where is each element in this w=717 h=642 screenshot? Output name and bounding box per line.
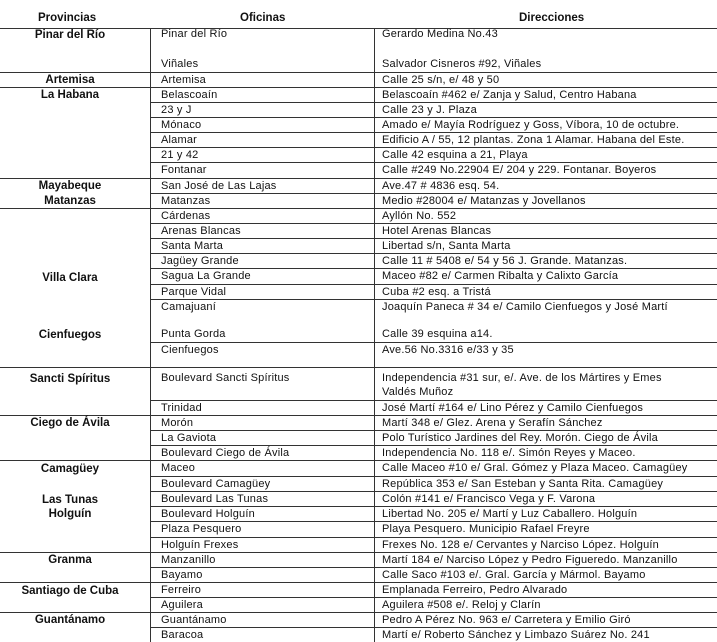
office-address: Aguilera #508 e/. Reloj y Clarín: [382, 599, 541, 611]
office-address: Independencia #31 sur, e/. Ave. de los Mártires y Emes: [382, 372, 662, 384]
header-direcciones: Direcciones: [519, 12, 585, 24]
group-divider: [0, 582, 717, 583]
office-name: Trinidad: [161, 402, 202, 414]
office-address: Calle 39 esquina a14.: [382, 328, 493, 340]
office-name: Bayamo: [161, 569, 203, 581]
province-name: La Habana: [40, 89, 100, 101]
office-address: Calle 42 esquina a 21, Playa: [382, 149, 528, 161]
office-address: Calle Maceo #10 e/ Gral. Gómez y Plaza Maceo. Camagüey: [382, 462, 688, 474]
row-divider: [150, 506, 717, 507]
header-oficinas: Oficinas: [240, 12, 286, 24]
office-address: República 353 e/ San Esteban y Santa Rita. Camagüey: [382, 478, 664, 490]
row-divider: [150, 162, 717, 163]
office-address: José Martí #164 e/ Lino Pérez y Camilo Cienfuegos: [382, 402, 644, 414]
province-name: Las Tunas: [41, 494, 99, 506]
province-name: Guantánamo: [34, 614, 106, 626]
province-name: Granma: [48, 554, 92, 566]
office-name: Cárdenas: [161, 210, 211, 222]
group-divider: [0, 460, 717, 461]
office-address: Gerardo Medina No.43: [382, 28, 498, 40]
office-address: Salvador Cisneros #92, Viñales: [382, 58, 542, 70]
office-name: Sagua La Grande: [161, 270, 251, 282]
province-name: Villa Clara: [42, 272, 98, 284]
column-divider: [150, 28, 151, 642]
office-name: Boulevard Camagüey: [161, 478, 271, 490]
row-divider: [150, 491, 717, 492]
group-divider: [0, 208, 717, 209]
row-divider: [150, 597, 717, 598]
office-name: Arenas Blancas: [161, 225, 241, 237]
office-name: Mónaco: [161, 119, 202, 131]
row-divider: [150, 132, 717, 133]
office-address: Calle 25 s/n, e/ 48 y 50: [382, 74, 500, 86]
office-name: Maceo: [161, 462, 196, 474]
office-address: Calle #249 No.22904 E/ 204 y 229. Fontanar. Boyeros: [382, 164, 657, 176]
office-name: La Gaviota: [161, 432, 217, 444]
office-name: Cienfuegos: [161, 344, 219, 356]
row-divider: [150, 342, 717, 343]
office-name: Parque Vidal: [161, 286, 227, 298]
office-name: Jagüey Grande: [161, 255, 239, 267]
province-name: Santiago de Cuba: [21, 585, 119, 597]
office-address: Libertad No. 205 e/ Martí y Luz Caballero. Holguín: [382, 508, 638, 520]
office-address: Libertad s/n, Santa Marta: [382, 240, 511, 252]
office-address: Frexes No. 128 e/ Cervantes y Narciso López. Holguín: [382, 539, 659, 551]
office-address: Valdés Muñoz: [382, 386, 454, 398]
office-name: Manzanillo: [161, 554, 216, 566]
office-name: Matanzas: [161, 195, 211, 207]
row-divider: [150, 430, 717, 431]
office-address: Martí 348 e/ Glez. Arena y Serafín Sánchez: [382, 417, 603, 429]
office-address: Playa Pesquero. Municipio Rafael Freyre: [382, 523, 590, 535]
province-name: Pinar del Río: [34, 29, 106, 41]
office-name: Pinar del Río: [161, 28, 228, 40]
row-divider: [150, 193, 717, 194]
office-name: 23 y J: [161, 104, 192, 116]
office-name: Holguín Frexes: [161, 539, 239, 551]
office-name: Viñales: [161, 58, 199, 70]
office-address: Polo Turístico Jardines del Rey. Morón. Ciego de Ávila: [382, 432, 658, 444]
province-name: Camagüey: [40, 463, 100, 475]
office-address: Joaquín Paneca # 34 e/ Camilo Cienfuegos y José Martí: [382, 301, 668, 313]
office-address: Martí 184 e/ Narciso López y Pedro Figueredo. Manzanillo: [382, 554, 678, 566]
office-name: Fontanar: [161, 164, 207, 176]
province-name: Sancti Spíritus: [29, 373, 111, 385]
column-divider: [374, 28, 375, 642]
office-name: Punta Gorda: [161, 328, 226, 340]
office-address: Calle 11 # 5408 e/ 54 y 56 J. Grande. Matanzas.: [382, 255, 628, 267]
office-address: Maceo #82 e/ Carmen Ribalta y Calixto García: [382, 270, 619, 282]
office-name: 21 y 42: [161, 149, 199, 161]
office-name: Artemisa: [161, 74, 206, 86]
office-address: Amado e/ Mayía Rodríguez y Goss, Víbora, 10 de octubre.: [382, 119, 680, 131]
office-name: Boulevard Las Tunas: [161, 493, 269, 505]
row-divider: [150, 223, 717, 224]
row-divider: [150, 284, 717, 285]
office-address: Belascoaín #462 e/ Zanja y Salud, Centro Habana: [382, 89, 637, 101]
office-name: Camajuaní: [161, 301, 216, 313]
office-name: San José de Las Lajas: [161, 180, 277, 192]
office-name: Alamar: [161, 134, 198, 146]
office-name: Baracoa: [161, 629, 204, 641]
office-address: Medio #28004 e/ Matanzas y Jovellanos: [382, 195, 586, 207]
office-address: Calle 23 y J. Plaza: [382, 104, 477, 116]
row-divider: [150, 117, 717, 118]
row-divider: [150, 400, 717, 401]
office-name: Morón: [161, 417, 194, 429]
office-address: Ave.47 # 4836 esq. 54.: [382, 180, 500, 192]
office-address: Colón #141 e/ Francisco Vega y F. Varona: [382, 493, 596, 505]
row-divider: [150, 476, 717, 477]
province-name: Ciego de Ávila: [30, 417, 110, 429]
row-divider: [150, 521, 717, 522]
office-address: Independencia No. 118 e/. Simón Reyes y Maceo.: [382, 447, 636, 459]
office-address: Cuba #2 esq. a Tristá: [382, 286, 491, 298]
row-divider: [150, 627, 717, 628]
row-divider: [150, 445, 717, 446]
row-divider: [150, 268, 717, 269]
office-address: Emplanada Ferreiro, Pedro Alvarado: [382, 584, 568, 596]
office-address: Ave.56 No.3316 e/33 y 35: [382, 344, 514, 356]
row-divider: [150, 147, 717, 148]
office-address: Edificio A / 55, 12 plantas. Zona 1 Alamar. Habana del Este.: [382, 134, 685, 146]
office-address: Hotel Arenas Blancas: [382, 225, 492, 237]
office-name: Plaza Pesquero: [161, 523, 242, 535]
office-name: Boulevard Holguín: [161, 508, 255, 520]
office-address: Ayllón No. 552: [382, 210, 457, 222]
row-divider: [150, 299, 717, 300]
province-name: Artemisa: [45, 74, 95, 86]
province-name: Cienfuegos: [38, 329, 102, 341]
province-name: Matanzas: [44, 195, 96, 207]
row-divider: [150, 102, 717, 103]
header-provincias: Provincias: [38, 12, 97, 24]
office-name: Belascoaín: [161, 89, 218, 101]
province-name: Mayabeque: [38, 180, 102, 192]
group-divider: [0, 367, 717, 368]
row-divider: [150, 253, 717, 254]
office-address: Martí e/ Roberto Sánchez y Limbazo Suárez No. 241: [382, 629, 650, 641]
office-name: Guantánamo: [161, 614, 227, 626]
row-divider: [150, 567, 717, 568]
office-address: Pedro A Pérez No. 963 e/ Carretera y Emilio Giró: [382, 614, 631, 626]
row-divider: [150, 238, 717, 239]
office-address: Calle Saco #103 e/. Gral. García y Mármol. Bayamo: [382, 569, 646, 581]
office-name: Aguilera: [161, 599, 203, 611]
office-name: Boulevard Sancti Spíritus: [161, 372, 290, 384]
office-name: Ferreiro: [161, 584, 202, 596]
row-divider: [150, 537, 717, 538]
office-name: Santa Marta: [161, 240, 224, 252]
province-name: Holguín: [48, 508, 92, 520]
office-name: Boulevard Ciego de Ávila: [161, 447, 290, 459]
